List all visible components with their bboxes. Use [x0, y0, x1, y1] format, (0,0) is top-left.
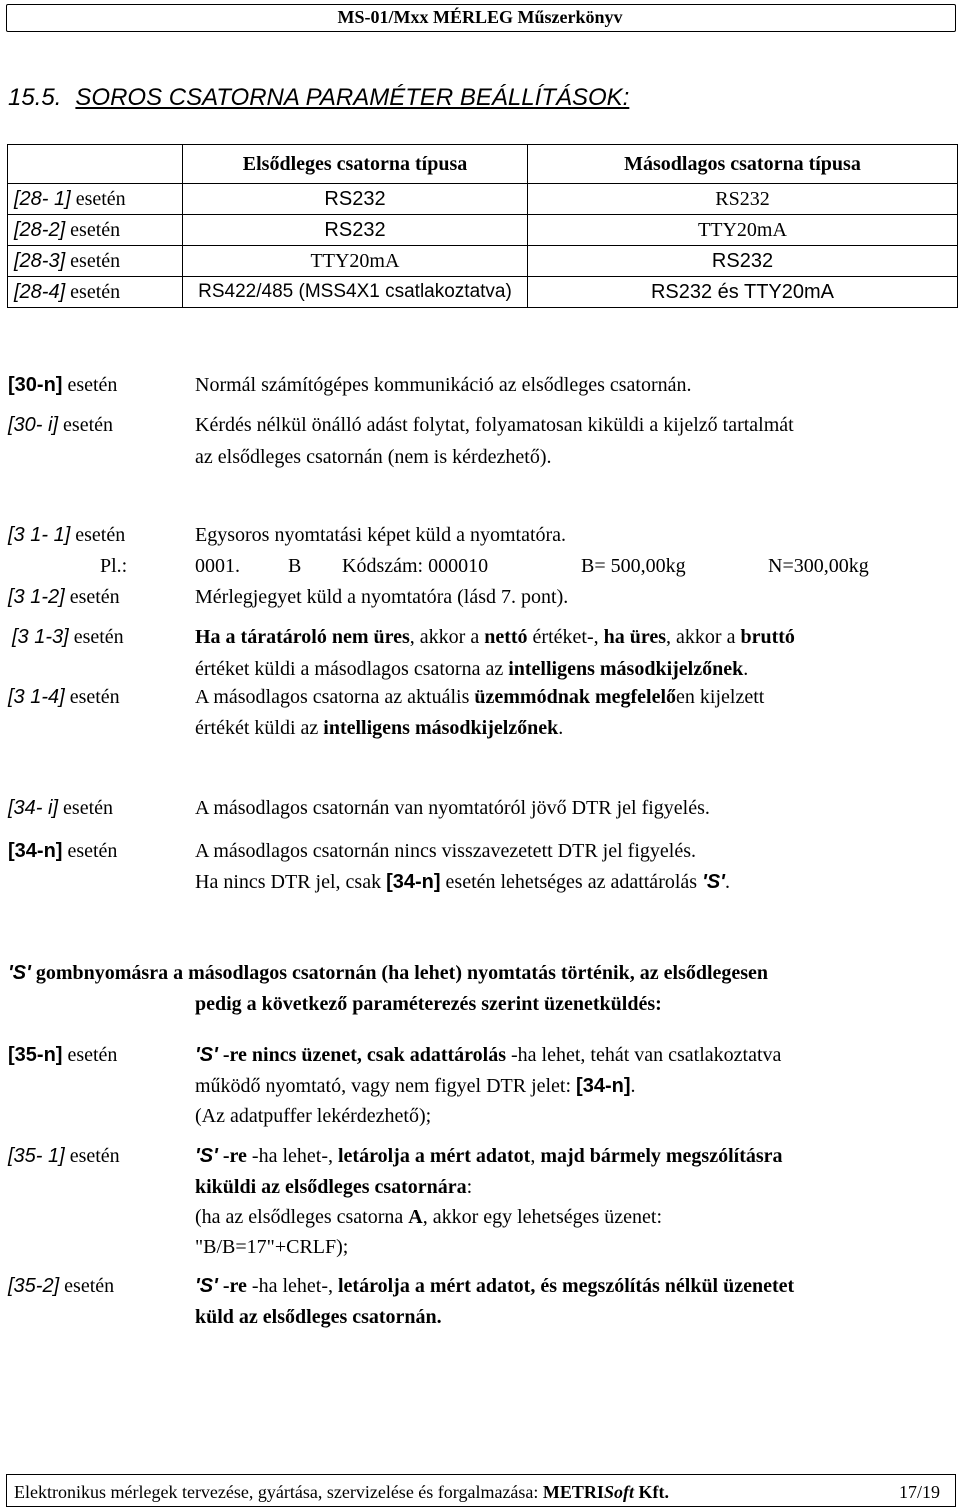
primary-cell: RS422/485 (MSS4X1 csatlakoztatva) — [183, 277, 528, 308]
example-label: Pl.: — [100, 555, 128, 577]
param-label-35-1: [35- 1] esetén — [8, 1145, 120, 1167]
param-text-31-2: Mérlegjegyet küld a nyomtatóra (lásd 7. pont). — [195, 586, 569, 608]
param-text-30i: Kérdés nélkül önálló adást folytat, folyamatosan kiküldi a kijelző tartalmát — [195, 414, 794, 436]
param-text-31-4: A másodlagos csatorna az aktuális üzemmódnak megfelelően kijelzett — [195, 686, 765, 708]
example-code: Kódszám: 000010 — [342, 555, 489, 577]
primary-cell: RS232 — [183, 215, 528, 246]
page-number: 17/19 — [899, 1482, 941, 1502]
table-header-cell — [8, 145, 183, 184]
primary-cell: TTY20mA — [183, 246, 528, 277]
row-label: [28- 1] esetén — [8, 184, 183, 215]
param-text-30i-cont: az elsődleges csatornán (nem is kérdezhető). — [195, 446, 552, 468]
param-text-35-1-message: "B/B=17"+CRLF); — [195, 1236, 349, 1258]
document-title: MS-01/Mxx MÉRLEG Műszerkönyv — [337, 7, 623, 27]
param-label-31-4: [3 1-4] esetén — [8, 686, 120, 708]
param-text-35-1: 'S' -re -ha lehet-, letárolja a mért adatot, majd bármely megszólításra — [195, 1145, 783, 1167]
param-text-30n: Normál számítógépes kommunikáció az elsődleges csatornán. — [195, 374, 692, 396]
section-heading — [8, 84, 629, 112]
secondary-cell: RS232 és TTY20mA — [528, 277, 958, 308]
param-label-31-2: [3 1-2] esetén — [8, 586, 120, 608]
channel-type-table — [7, 144, 958, 308]
param-text-35-1-cont: kiküldi az elsődleges csatornára: — [195, 1176, 473, 1198]
param-label-31-3: [3 1-3] esetén — [12, 626, 124, 648]
param-text-35-1-example: (ha az elsődleges csatorna A, akkor egy lehetséges üzenet: — [195, 1206, 663, 1228]
table-header-cell: Elsődleges csatorna típusa — [183, 145, 528, 184]
example-brutto: B= 500,00kg — [581, 555, 686, 577]
param-label-30i: [30- i] esetén — [8, 414, 114, 436]
param-label-31-1: [3 1- 1] esetén — [8, 524, 126, 546]
secondary-cell: TTY20mA — [528, 215, 958, 246]
table-row — [8, 277, 958, 308]
section-title: SOROS CSATORNA PARAMÉTER BEÁLLÍTÁSOK: — [75, 84, 630, 111]
param-label-30n: [30-n] esetén — [8, 374, 118, 396]
param-label-35-2: [35-2] esetén — [8, 1275, 115, 1297]
param-text-35n: 'S' -re nincs üzenet, csak adattárolás -ha lehet, tehát van csatlakoztatva — [195, 1044, 782, 1066]
param-text-31-1: Egysoros nyomtatási képet küld a nyomtatóra. — [195, 524, 567, 546]
s-key-note-cont: pedig a következő paraméterezés szerint üzenetküldés: — [195, 993, 662, 1015]
param-text-34n-cont: Ha nincs DTR jel, csak [34-n] esetén lehetséges az adattárolás 'S'. — [195, 871, 730, 893]
section-number: 15.5. — [8, 84, 62, 111]
table-row — [8, 184, 958, 215]
param-label-34i: [34- i] esetén — [8, 797, 114, 819]
example-b: B — [288, 555, 302, 577]
footer-company: Elektronikus mérlegek tervezése, gyártása, szervizelése és forgalmazása: METRISoft Kft. — [14, 1482, 669, 1502]
table-row — [8, 246, 958, 277]
table-header-row — [8, 145, 958, 184]
table-header-cell: Másodlagos csatorna típusa — [528, 145, 958, 184]
param-text-34n: A másodlagos csatornán nincs visszavezetett DTR jel figyelés. — [195, 840, 696, 862]
param-text-35-2: 'S' -re -ha lehet-, letárolja a mért adatot, és megszólítás nélkül üzenetet — [195, 1275, 795, 1297]
row-label: [28-4] esetén — [8, 277, 183, 308]
param-text-35n-cont: működő nyomtató, vagy nem figyel DTR jelet: [34-n]. — [195, 1075, 636, 1097]
row-label: [28-3] esetén — [8, 246, 183, 277]
param-text-34i: A másodlagos csatornán van nyomtatóról jövő DTR jel figyelés. — [195, 797, 710, 819]
example-netto: N=300,00kg — [768, 555, 869, 577]
param-text-31-3-cont: értéket küldi a másodlagos csatorna az intelligens másodkijelzőnek. — [195, 658, 749, 680]
row-label: [28-2] esetén — [8, 215, 183, 246]
param-label-34n: [34-n] esetén — [8, 840, 118, 862]
param-text-35n-note: (Az adatpuffer lekérdezhető); — [195, 1105, 432, 1127]
secondary-cell: RS232 — [528, 246, 958, 277]
secondary-cell: RS232 — [528, 184, 958, 215]
param-label-35n: [35-n] esetén — [8, 1044, 118, 1066]
primary-cell: RS232 — [183, 184, 528, 215]
param-text-35-2-cont: küld az elsődleges csatornán. — [195, 1306, 442, 1328]
example-seq: 0001. — [195, 555, 240, 577]
s-key-note: 'S' gombnyomásra a másodlagos csatornán (ha lehet) nyomtatás történik, az elsődlegesen — [8, 962, 769, 984]
table-row — [8, 215, 958, 246]
param-text-31-3: Ha a táratároló nem üres, akkor a nettó értéket-, ha üres, akkor a bruttó — [195, 626, 795, 648]
param-text-31-4-cont: értékét küldi az intelligens másodkijelzőnek. — [195, 717, 564, 739]
